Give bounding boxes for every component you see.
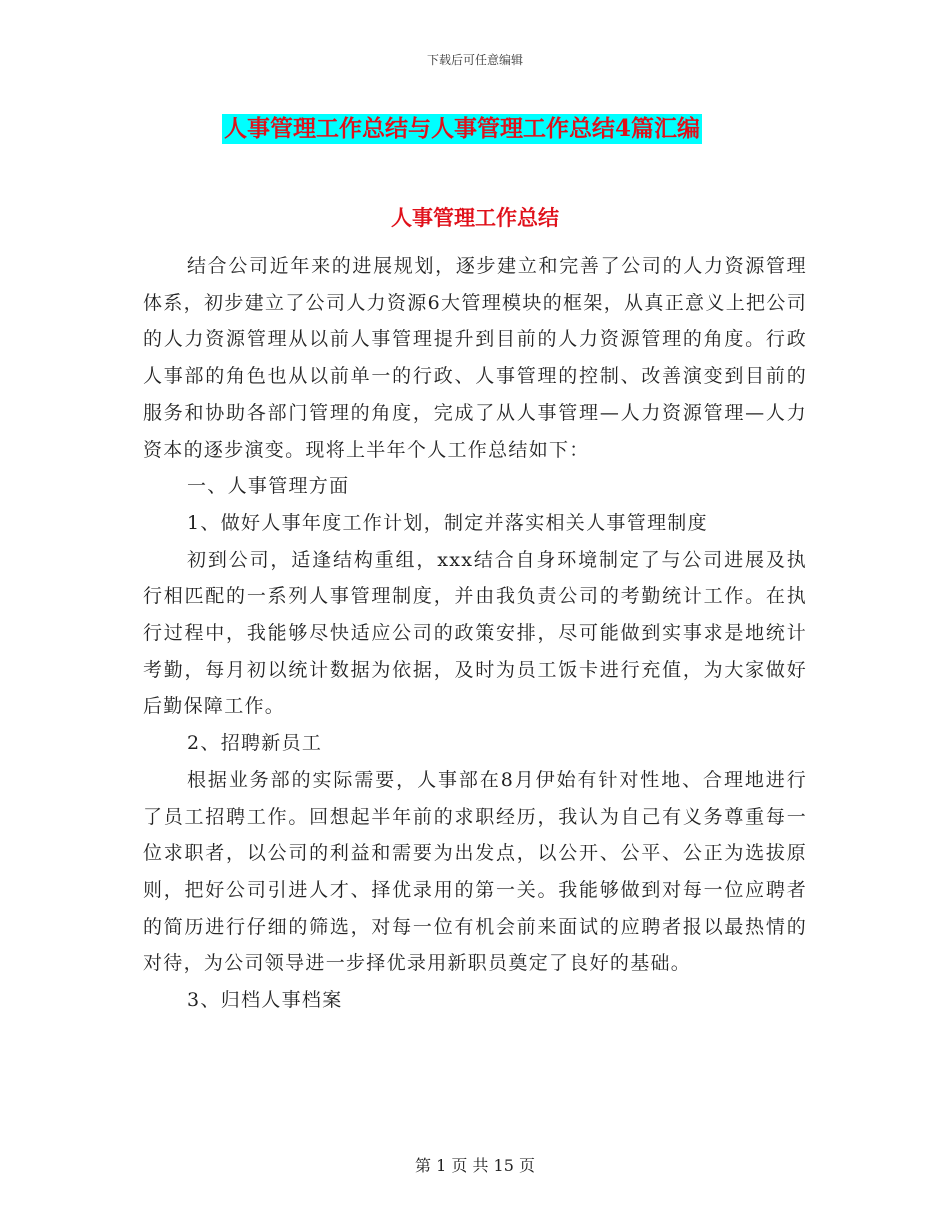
page-number: 第 1 页 共 15 页 bbox=[415, 1156, 535, 1175]
page-header: 下载后可任意编辑 bbox=[426, 53, 523, 67]
paragraph-intro: 结合公司近年来的进展规划，逐步建立和完善了公司的人力资源管理体系，初步建立了公司人力资源6大管理模块的框架，从真正意义上把公司的人力资源管理从以前人事管理提升到目前的人力资源管理的角度。行政人事部的角色也从以前单一的行政、人事管理的控制、改善演变到目前的服务和协助各部门管理的角度，完成了从人事管理—人力资源管理—人力资本的逐步演变。现将上半年个人工作总结如下： bbox=[143, 255, 807, 461]
heading-personnel-management: 一、人事管理方面 bbox=[187, 475, 350, 498]
subheading-annual-plan: 1、做好人事年度工作计划，制定并落实相关人事管理制度 bbox=[187, 511, 708, 534]
paragraph-recruitment: 根据业务部的实际需要，人事部在8月伊始有针对性地、合理地进行了员工招聘工作。回想起半年前的求职经历，我认为自己有义务尊重每一位求职者，以公司的利益和需要为出发点，以公开、公平、公正为选拔原则，把好公司引进人才、择优录用的第一关。我能够做到对每一位应聘者的简历进行仔细的筛选，对每一位有机会前来面试的应聘者报以最热情的对待，为公司领导进一步择优录用新职员奠定了良好的基础。 bbox=[143, 768, 807, 975]
document-main-title: 人事管理工作总结与人事管理工作总结4篇汇编 bbox=[224, 115, 701, 142]
paragraph-annual-plan: 初到公司，适逢结构重组，xxx结合自身环境制定了与公司进展及执行相匹配的一系列人事管理制度，并由我负责公司的考勤统计工作。在执行过程中，我能够尽快适应公司的政策安排，尽可能做到实事求是地统计考勤，每月初以统计数据为依据，及时为员工饭卡进行充值，为大家做好后勤保障工作。 bbox=[143, 548, 807, 718]
section-title: 人事管理工作总结 bbox=[391, 205, 559, 230]
document-body bbox=[143, 248, 807, 1019]
subheading-archives: 3、归档人事档案 bbox=[187, 989, 343, 1012]
subheading-recruitment: 2、招聘新员工 bbox=[187, 732, 323, 755]
